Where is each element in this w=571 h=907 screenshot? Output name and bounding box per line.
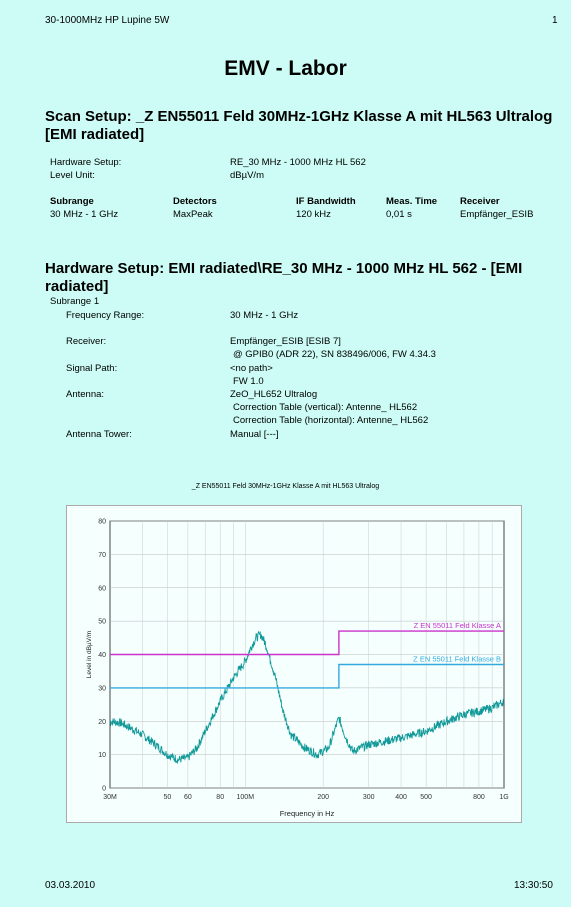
chart-frame [66,505,522,823]
y-tick-label: 0 [102,785,106,793]
x-tick-label: 800 [473,794,485,801]
x-tick-label: 1G [499,794,509,801]
x-axis-label: Frequency in Hz [279,809,335,818]
antenna-tower-value: Manual [---] [230,429,279,440]
cell-subrange: 30 MHz - 1 GHz [50,209,119,220]
level-unit-value: dBµV/m [230,170,264,181]
cell-meas-time: 0,01 s [386,209,412,220]
y-tick-label: 60 [98,585,106,593]
receiver-gpib: @ GPIB0 (ADR 22), SN 838496/006, FW 4.34.3 [233,349,436,360]
limit-label-class-b: Z EN 55011 Feld Klasse B [413,654,501,664]
signal-path-fw: FW 1.0 [233,376,264,387]
cell-detectors: MaxPeak [173,209,213,220]
page-title: EMV - Labor [224,57,347,80]
x-tick-label: 500 [420,794,432,801]
hardware-setup-label: Hardware Setup: [50,157,122,168]
col-if-bandwidth: IF Bandwidth [296,196,356,207]
col-subrange: Subrange [50,196,94,207]
hardware-setup-value: RE_30 MHz - 1000 MHz HL 562 [230,157,366,168]
antenna-tower-label: Antenna Tower: [66,429,132,440]
frequency-range-label: Frequency Range: [66,310,145,321]
hardware-setup-heading: Hardware Setup: EMI radiated\RE_30 MHz - 1000 MHz HL 562 - [EMI radiated] [45,260,523,295]
y-tick-label: 30 [98,685,106,693]
scan-setup-heading: Scan Setup: _Z EN55011 Feld 30MHz-1GHz Klasse A mit HL563 Ultralog [EMI radiated] [45,108,553,143]
y-tick-label: 80 [98,518,106,526]
signal-path-value: <no path> [230,363,273,374]
limit-label-class-a: Z EN 55011 Feld Klasse A [413,621,501,631]
receiver-label: Receiver: [66,336,107,347]
cell-receiver: Empfänger_ESIB [460,209,534,220]
receiver-value: Empfänger_ESIB [ESIB 7] [230,336,341,347]
frequency-range-value: 30 MHz - 1 GHz [230,310,299,321]
y-tick-label: 70 [98,551,106,559]
antenna-value: ZeO_HL652 Ultralog [230,389,318,400]
x-tick-label: 80 [216,794,225,801]
signal-path-label: Signal Path: [66,363,118,374]
y-axis-label: Level in dBµV/m [86,630,93,679]
footer-time: 13:30:50 [514,880,553,891]
x-tick-label: 200 [317,794,330,801]
cell-if-bandwidth: 120 kHz [296,209,331,220]
y-tick-label: 50 [98,618,106,626]
level-unit-label: Level Unit: [50,170,95,181]
antenna-label: Antenna: [66,389,105,400]
footer-date: 03.03.2010 [45,880,96,891]
emission-chart [67,506,521,822]
x-tick-label: 300 [362,794,375,801]
subrange-label: Subrange 1 [50,296,100,307]
col-detectors: Detectors [173,196,217,207]
y-tick-label: 10 [98,752,106,760]
page-number: 1 [552,15,558,26]
col-meas-time: Meas. Time [386,196,438,207]
y-tick-label: 40 [98,652,106,659]
x-tick-label: 400 [395,794,407,801]
x-tick-label: 50 [163,794,172,801]
x-tick-label: 100M [236,794,255,801]
y-tick-label: 20 [98,718,106,726]
x-tick-label: 30M [103,794,117,801]
antenna-correction-horizontal: Correction Table (horizontal): Antenne_ HL562 [233,415,429,426]
x-tick-label: 60 [183,794,192,801]
col-receiver: Receiver [460,196,500,207]
antenna-correction-vertical: Correction Table (vertical): Antenne_ HL562 [233,402,418,413]
chart-title: _Z EN55011 Feld 30MHz-1GHz Klasse A mit HL563 Ultralog [191,483,380,490]
header-title: 30-1000MHz HP Lupine 5W [45,15,170,26]
